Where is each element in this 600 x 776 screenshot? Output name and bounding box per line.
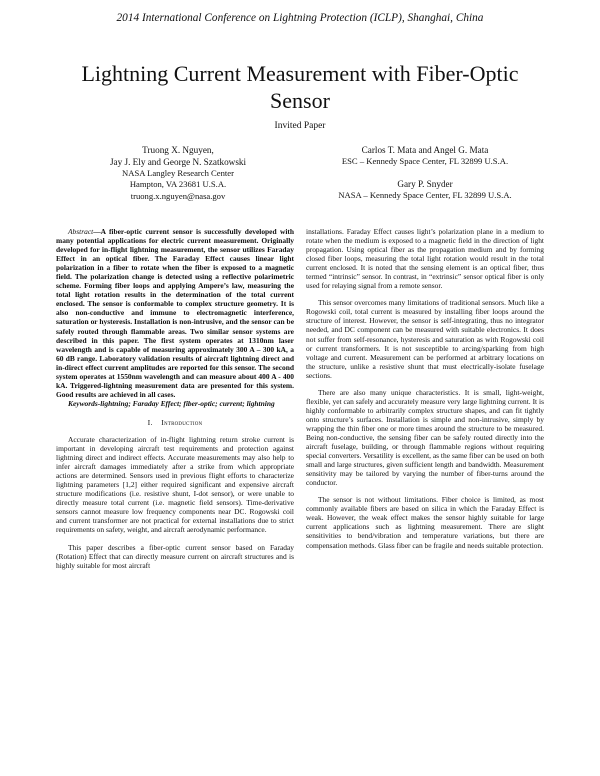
- section-number: I.: [147, 417, 153, 427]
- author-names: Jay J. Ely and George N. Szatkowski: [109, 157, 247, 167]
- author-email: truong.x.nguyen@nasa.gov: [130, 190, 226, 201]
- author-names: Truong X. Nguyen,: [142, 145, 214, 155]
- keywords: [56, 399, 294, 408]
- paper-title: Lightning Current Measurement with Fiber-Optic Sensor: [81, 61, 519, 113]
- left-column: [56, 227, 294, 578]
- section-heading: [56, 418, 294, 427]
- author-group-right: [306, 144, 544, 202]
- body-paragraph: The sensor is not without limitations. Fiber choice is limited, as most commonly available fibers are based on silica in which the Faraday Effect is weak. However, the weak effect makes the sensor highly suitable for large current applications such as lightning measurement. There are slight sensitivities to bend/vibration and temperature variations, but there are compensation methods. Glass fiber can be fragile and needs suitable protection.: [306, 495, 544, 550]
- body-paragraph: There are also many unique characteristics. It is small, light-weight, flexible, yet can safely and accurately measure very large lightning current. It is highly conformable to arbitrarily complex structure shapes, and can fit tightly onto structure’s surfaces. Installation is simple and non-intrusive, simply by wrapping the thin fiber one or more times around the structure to be measured. Being non-conductive, the sensing fiber can be safely routed directly into the aircraft fuselage, building, or through flammable regions without requiring special converters. Versatility is excellent, as the same fiber can be used on both small and large structures, given sufficient length and bandwidth. Measurement sensitivity may be tailored by varying the number of fiber-turns around the conductor.: [306, 387, 544, 488]
- author-affiliation: NASA – Kennedy Space Center, FL 32899 U.S.A.: [338, 190, 512, 201]
- keywords-text: lightning; Faraday Effect; fiber-optic; current; lightning: [100, 398, 275, 408]
- section-title: Introduction: [161, 417, 203, 427]
- body-paragraph: This paper describes a fiber-optic current sensor based on Faraday (Rotation) Effect that can directly measure current on aircraft structures and is highly suitable for most aircraft: [56, 542, 294, 570]
- body-paragraph: installations. Faraday Effect causes light’s polarization plane in a medium to rotate when the medium is exposed to a magnetic field in the direction of light propagation. Using optical fiber as the propagation medium and by forming closed fiber loops, measuring the total light rotation would result in the total current enclosed. It is noted that the sensing element is an optical fiber, thus termed “intrinsic” sensor. In contrast, in “extrinsic” sensor optical fiber is only used for relaying signal from a remote sensor.: [306, 227, 544, 291]
- body-paragraph: Accurate characterization of in-flight lightning return stroke current is important in developing aircraft test requirements and protection against lightning direct and indirect effects. Accurate measurements may also help to infer aircraft damages immediately after a strike from which appropriate actions are determined. Sensors used in previous flight efforts to characterize lightning parameters [1,2] either required significant and expensive aircraft structure modifications (i.e. resistive shunt, I-dot sensor), or were unable to directly measure total current (i.e. magnetic field sensors). Time-derivative sensors cannot measure low frequency components near DC. Rogowski coil and current transformer are not practical for external installations due to strict requirements on safety, weight, and aircraft aerodynamic performance.: [56, 434, 294, 535]
- author-group-left: [56, 144, 300, 202]
- author-names: Gary P. Snyder: [397, 179, 453, 190]
- abstract: [56, 227, 294, 399]
- author-names: Carlos T. Mata and Angel G. Mata: [361, 145, 489, 155]
- keywords-label: Keywords-: [68, 398, 101, 408]
- paper-subtitle: Invited Paper: [274, 121, 326, 131]
- author-block: [56, 144, 544, 220]
- body-columns: [56, 227, 544, 767]
- right-column: [306, 227, 544, 558]
- conference-header: 2014 International Conference on Lightning Protection (ICLP), Shanghai, China: [116, 12, 484, 24]
- abstract-text: —A fiber-optic current sensor is successfully developed with many potential applications for electric current measurement. Originally developed for in-flight lightning measurement, the sensor utilizes Faraday Effect in an optical fiber. The Faraday Effect causes linear light polarization in a fiber to rotate when the fiber is exposed to a magnetic field. The polarization change is detected using a reflective polarimetric scheme. Forming fiber loops and applying Ampere’s law, measuring the total light rotation results in the determination of the total current enclosed. The sensor is conformable to complex structure geometry. It is also non-conductive and immune to electromagnetic interference, saturation or hysteresis. Installation is non-intrusive, and the sensor can be safely routed through flammable areas. Two similar sensor systems are described in this paper. The first system operates at 1310nm laser wavelength and is capable of measuring approximately 300 A – 300 kA, a 60 dB range. Laboratory validation results of aircraft lightning direct and in-direct effect current amplitudes are reported for this sensor. The second system operates at 1550nm wavelength and can measure about 400 A - 400 kA. Triggered-lightning measurement data are presented for this system. Good results are achieved in all cases.: [56, 227, 294, 399]
- author-organization: NASA Langley Research Center: [122, 168, 234, 178]
- abstract-label: Abstract: [68, 227, 94, 236]
- author-address: Hampton, VA 23681 U.S.A.: [129, 179, 227, 190]
- author-affiliation: ESC – Kennedy Space Center, FL 32899 U.S.A.: [341, 156, 509, 166]
- body-paragraph: This sensor overcomes many limitations of traditional sensors. Much like a Rogowski coil, total current is measured by installing fiber loops around the structure of interest. However, the sensor is self-integrating, thus no integrator needed, and DC component can be measured with suitable electronics. It does not suffer from self-resonance, hysteresis and saturation as with Rogowski coil or current transformers. It is not susceptible to arcing/sparking from high voltage and current. Measurement can be performed at arbitrary locations on the structure, unlike a resistive shunt that must electrically-isolate fuselage sections.: [306, 298, 544, 380]
